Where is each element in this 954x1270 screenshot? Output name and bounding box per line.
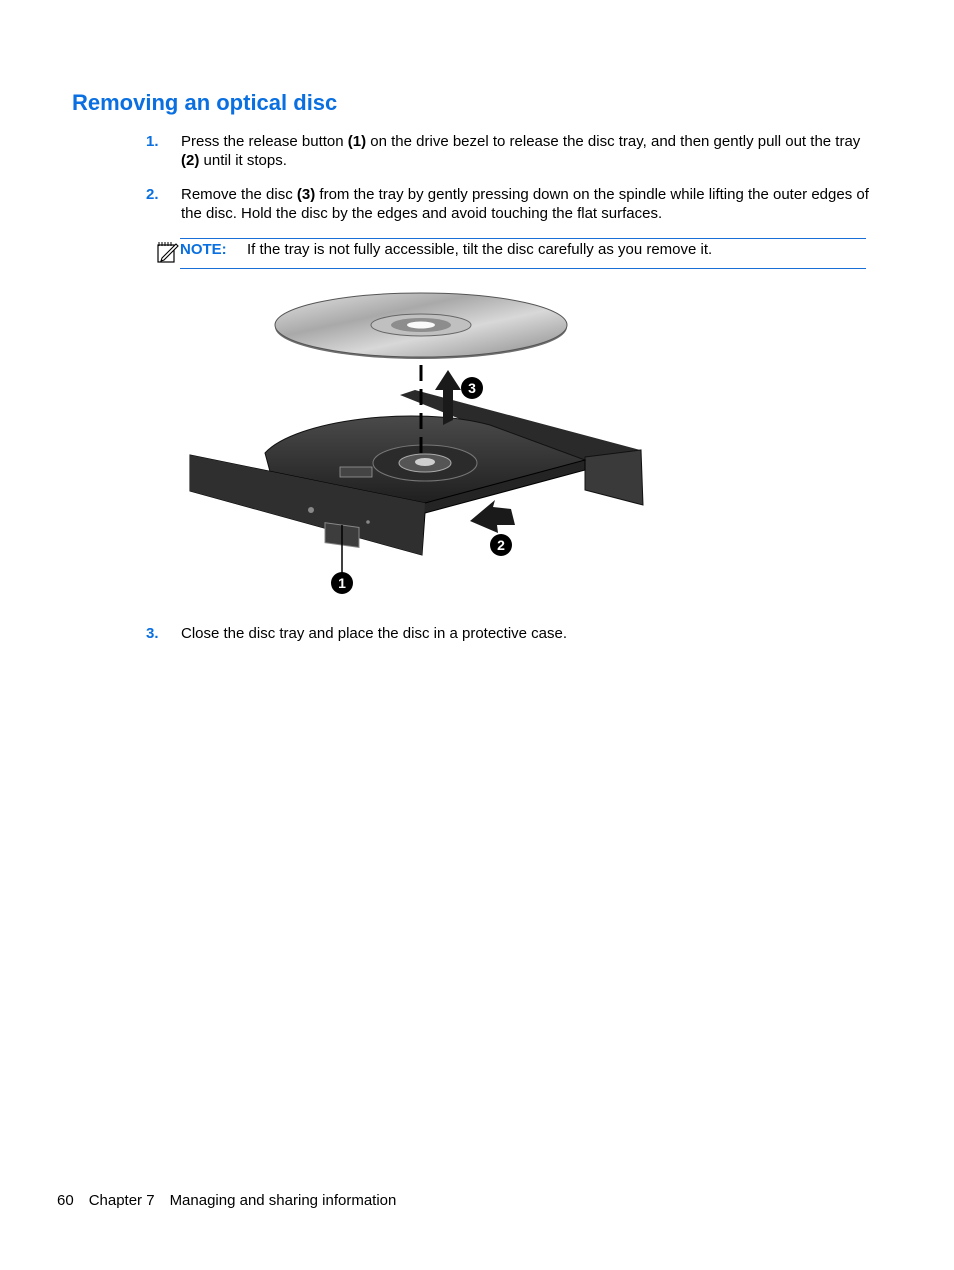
svg-text:3: 3 — [468, 380, 476, 396]
step-number: 1. — [146, 133, 159, 150]
note-label: NOTE: — [180, 241, 227, 258]
arrow-left-icon — [470, 500, 515, 533]
callout-3 — [461, 377, 483, 399]
note-text: If the tray is not fully accessible, tilt the disc carefully as you remove it. — [247, 241, 713, 258]
callout-1 — [331, 572, 353, 594]
step-text: Press the release button (1) on the drive bezel to release the disc tray, and then gently pull out the tray (2) until it stops. — [181, 133, 861, 169]
disc — [275, 293, 567, 359]
svg-text:1: 1 — [338, 575, 346, 591]
callout-2 — [490, 534, 512, 556]
step-text: Close the disc tray and place the disc in a protective case. — [181, 625, 568, 642]
optical-drive-illustration — [185, 285, 655, 605]
page-footer — [57, 1192, 411, 1209]
note-box — [180, 238, 866, 269]
drive-body — [190, 390, 643, 555]
svg-text:2: 2 — [497, 537, 505, 553]
step-number: 2. — [146, 186, 159, 203]
step-text: Remove the disc (3) from the tray by gently pressing down on the spindle while lifting the outer edges of the disc. Hold the disc by the edges and avoid touching the flat surfaces. — [181, 186, 869, 222]
note-pad-icon — [155, 240, 181, 264]
section-title: Removing an optical disc — [72, 90, 338, 115]
chapter-label: Chapter 7 — [88, 1192, 155, 1209]
chapter-title: Managing and sharing information — [169, 1192, 397, 1209]
page-number: 60 — [57, 1192, 74, 1209]
step-number: 3. — [146, 625, 159, 642]
